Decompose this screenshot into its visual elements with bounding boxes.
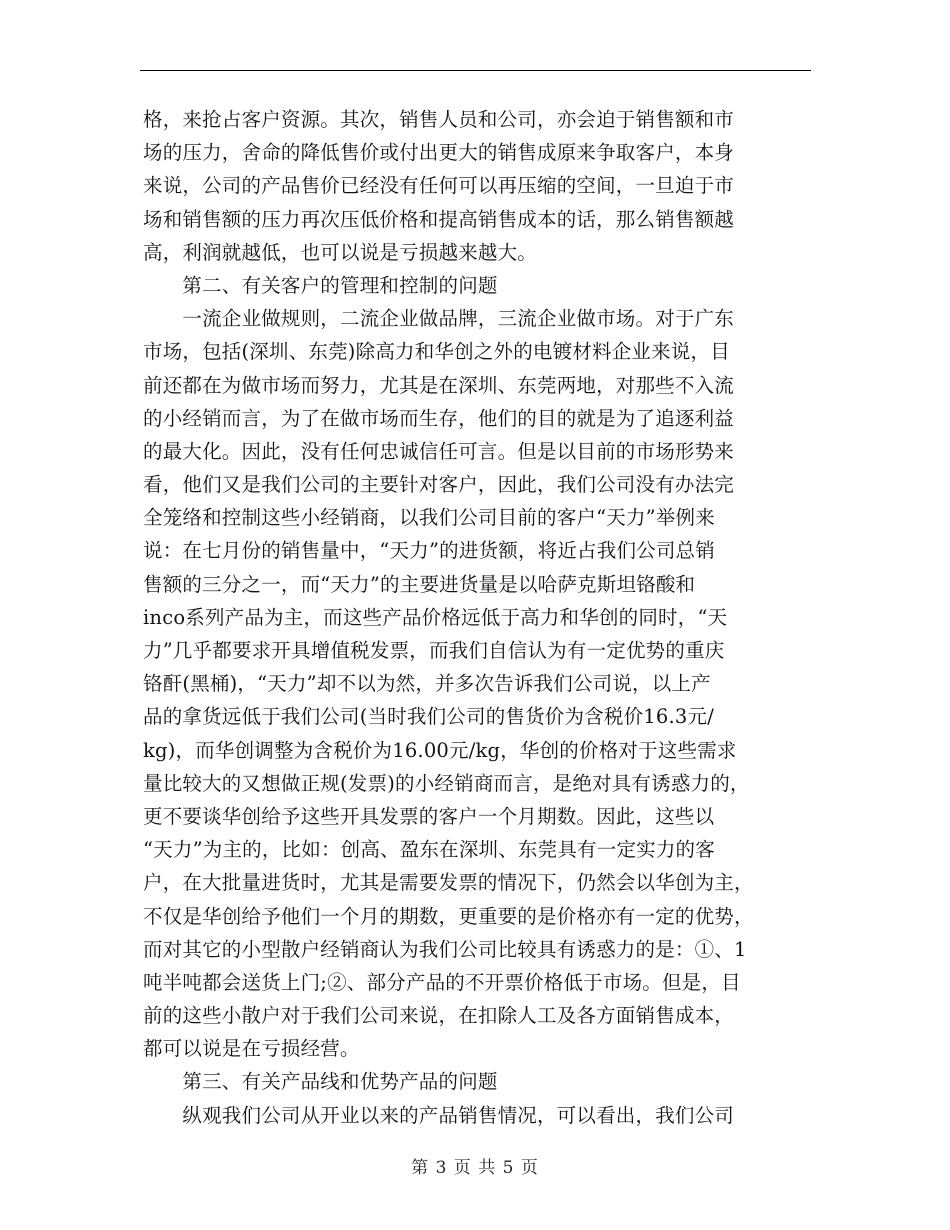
text-line: 全笼络和控制这些小经销商，以我们公司目前的客户“天力”举例来 — [143, 506, 715, 530]
text-line: 场的压力，舍命的降低售价或付出更大的销售成原来争取客户，本身 — [143, 141, 735, 165]
text-line: 说：在七月份的销售量中，“天力”的进货额，将近占我们公司总销 — [143, 539, 715, 563]
text-line: 户，在大批量进货时，尤其是需要发票的情况下，仍然会以华创为主， — [143, 871, 754, 895]
text-line: “天力”为主的，比如：创高、盈东在深圳、东莞具有一定实力的客 — [143, 838, 715, 862]
text-line: 场和销售额的压力再次压低价格和提高销售成本的话，那么销售额越 — [143, 207, 735, 231]
text-line: 市场，包括(深圳、东莞)除高力和华创之外的电镀材料企业来说，目 — [143, 340, 730, 364]
text-line: 铬酐(黑桶)，“天力”却不以为然，并多次告诉我们公司说，以上产 — [143, 672, 711, 696]
text-line: 吨半吨都会送货上门;②、部分产品的不开票价格低于市场。但是，目 — [143, 970, 741, 994]
section-heading: 第二、有关客户的管理和控制的问题 — [143, 273, 498, 297]
text-line: kg)，而华创调整为含税价为16.00元/kg，华创的价格对于这些需求 — [143, 738, 737, 762]
text-line: 的最大化。因此，没有任何忠诚信任可言。但是以目前的市场形势来 — [143, 439, 735, 463]
text-line: 前的这些小散户对于我们公司来说，在扣除人工及各方面销售成本， — [143, 1004, 735, 1028]
text-line: 格，来抢占客户资源。其次，销售人员和公司，亦会迫于销售额和市 — [143, 108, 735, 131]
text-line: 品的拿货远低于我们公司(当时我们公司的售货价为含税价16.3元/ — [143, 705, 714, 729]
text-line: 看，他们又是我们公司的主要针对客户，因此，我们公司没有办法完 — [143, 473, 735, 497]
text-line: 来说，公司的产品售价已经没有任何可以再压缩的空间，一旦迫于市 — [143, 174, 735, 198]
text-line: 量比较大的又想做正规(发票)的小经销商而言，是绝对具有诱惑力的， — [143, 771, 750, 795]
text-line: 都可以说是在亏损经营。 — [143, 1037, 360, 1061]
text-line: 更不要谈华创给予这些开具发票的客户一个月期数。因此，这些以 — [143, 804, 715, 828]
text-line: inco系列产品为主，而这些产品价格远低于高力和华创的同时，“天 — [143, 605, 728, 629]
section-heading: 第三、有关产品线和优势产品的问题 — [143, 1070, 498, 1094]
header-rule — [140, 70, 811, 71]
text-line: 而对其它的小型散户经销商认为我们公司比较具有诱惑力的是：①、1 — [143, 937, 747, 961]
text-line: 不仅是华创给予他们一个月的期数，更重要的是价格亦有一定的优势， — [143, 904, 754, 928]
text-line: 前还都在为做市场而努力，尤其是在深圳、东莞两地，对那些不入流 — [143, 373, 735, 397]
body-text — [143, 103, 811, 1132]
text-line: 的小经销而言，为了在做市场而生存，他们的目的就是为了追逐利益 — [143, 406, 735, 430]
page-footer: 第 3 页 共 5 页 — [411, 1158, 539, 1178]
text-line: 纵观我们公司从开业以来的产品销售情况，可以看出，我们公司 — [143, 1103, 735, 1127]
text-line: 力”几乎都要求开具增值税发票，而我们自信认为有一定优势的重庆 — [143, 639, 725, 662]
text-line: 售额的三分之一，而“天力”的主要进货量是以哈萨克斯坦铬酸和 — [143, 572, 696, 596]
text-line: 高，利润就越低，也可以说是亏损越来越大。 — [143, 240, 538, 264]
text-line: 一流企业做规则，二流企业做品牌，三流企业做市场。对于广东 — [143, 307, 735, 331]
